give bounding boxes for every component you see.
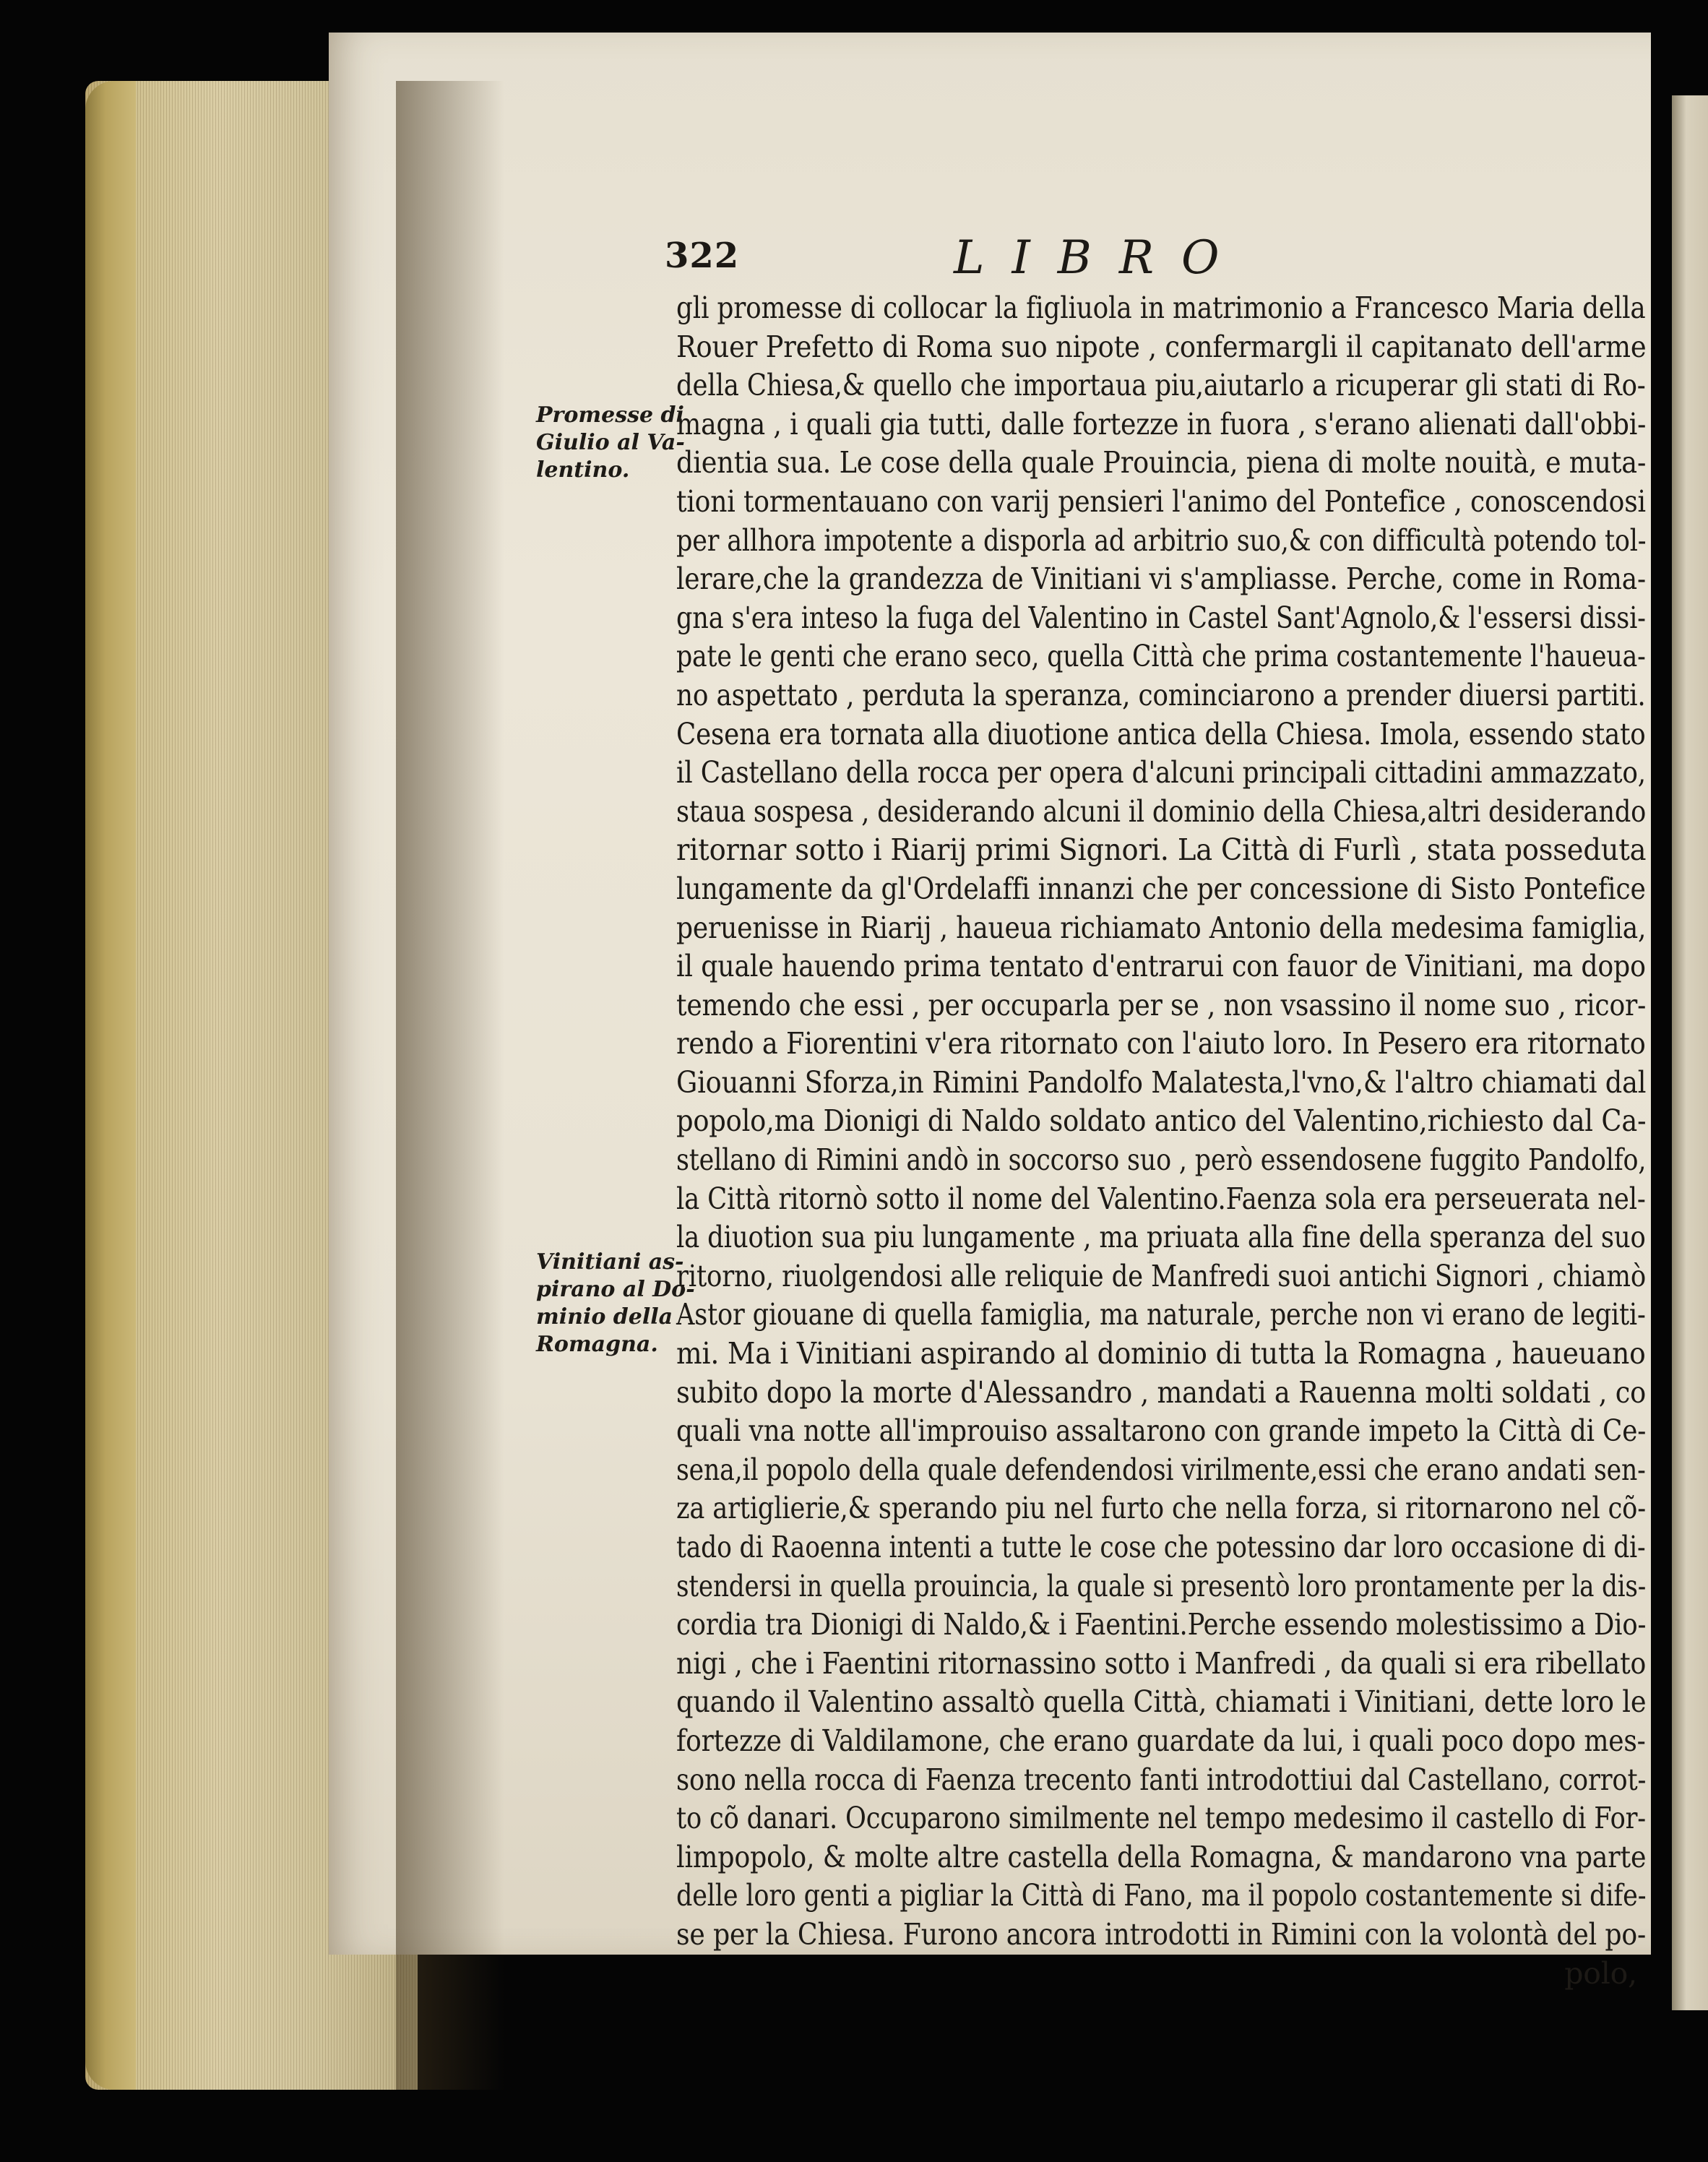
text-line: cordia tra Dionigi di Naldo,& i Faentini.Perche essendo molestissimo a Dio-: [676, 1607, 1647, 1642]
marginal-note-vinitiani: [536, 1249, 695, 1358]
text-line: tado di Raoenna intenti a tutte le cose che potessino dar loro occasione di di-: [676, 1530, 1646, 1564]
marginal-note-line: minio della: [536, 1304, 673, 1330]
body-text: [676, 289, 1653, 1993]
vellum-cover-edge: [85, 81, 136, 2090]
text-line: quali vna notte all'improuiso assaltarono con grande impeto la Città di Ce-: [676, 1413, 1647, 1449]
text-line: pate le genti che erano seco, quella Città che prima costantemente l'haueua-: [676, 639, 1646, 674]
marginal-note-line: pirano al Do-: [536, 1277, 695, 1302]
text-line: no aspettato , perduta la speranza, cominciarono a prender diuersi partiti.: [676, 677, 1646, 712]
text-line: lerare,che la grandezza de Vinitiani vi s'ampliasse. Perche, come in Roma-: [676, 561, 1646, 597]
marginal-note-line: Romagna.: [536, 1332, 658, 1357]
facing-page-edge: [1672, 95, 1708, 2010]
text-line: sono nella rocca di Faenza trecento fanti introdottiui dal Castellano, corrot-: [676, 1762, 1647, 1797]
marginal-note-line: Giulio al Va-: [536, 430, 685, 455]
page-number: 322: [665, 236, 740, 276]
text-line: lungamente da gl'Ordelaffi innanzi che per concessione di Sisto Pontefice: [676, 871, 1646, 906]
catchword: polo,: [1564, 1955, 1637, 1991]
text-line: Rouer Prefetto di Roma suo nipote , confermargli il capitanato dell'arme: [676, 329, 1647, 364]
text-line: quando il Valentino assaltò quella Città, chiamati i Vinitiani, dette loro le: [676, 1684, 1647, 1720]
text-line: per allhora impotente a disporla ad arbitrio suo,& con difficultà potendo tol-: [676, 522, 1647, 558]
text-line: za artiglierie,& sperando piu nel furto che nella forza, si ritornarono nel cõ-: [676, 1491, 1646, 1526]
text-line: magna , i quali gia tutti, dalle fortezze in fuora , s'erano alienati dall'obbi-: [676, 406, 1647, 442]
text-line: ritorno, riuolgendosi alle reliquie de Manfredi suoi antichi Signori , chiamò: [676, 1258, 1647, 1293]
text-line: il Castellano della rocca per opera d'alcuni principali cittadini ammazzato,: [676, 755, 1647, 791]
text-line: delle loro genti a pigliar la Città di Fano, ma il popolo costantemente si dife-: [676, 1878, 1647, 1913]
text-line: limpopolo, & molte altre castella della Romagna, & mandarono vna parte: [676, 1839, 1647, 1874]
text-line: gli promesse di collocar la figliuola in matrimonio a Francesco Maria della: [676, 290, 1646, 325]
text-line: il quale hauendo prima tentato d'entrarui con fauor de Vinitiani, ma dopo: [676, 949, 1646, 984]
text-line: rendo a Fiorentini v'era ritornato con l'aiuto loro. In Pesero era ritornato: [676, 1026, 1646, 1061]
text-line: stellano di Rimini andò in soccorso suo , però essendosene fuggito Pandolfo,: [676, 1142, 1647, 1178]
text-line: subito dopo la morte d'Alessandro , mandati a Rauenna molti soldati , co: [676, 1374, 1647, 1410]
text-line: peruenisse in Riarij , haueua richiamato Antonio della medesima famiglia,: [676, 910, 1647, 945]
marginal-note-promesse: [536, 402, 685, 484]
text-line: mi. Ma i Vinitiani aspirando al dominio di tutta la Romagna , haueuano: [676, 1336, 1646, 1371]
running-title: LIBRO: [954, 231, 1247, 285]
text-line: staua sospesa , desiderando alcuni il dominio della Chiesa,altri desiderando: [676, 793, 1647, 829]
text-line: se per la Chiesa. Furono ancora introdotti in Rimini con la volontà del po-: [676, 1916, 1647, 1952]
text-line: fortezze di Valdilamone, che erano guardate da lui, i quali poco dopo mes-: [676, 1723, 1646, 1758]
text-line: sena,il popolo della quale defendendosi virilmente,essi che erano andati sen-: [676, 1452, 1646, 1487]
text-line: la Città ritornò sotto il nome del Valentino.Faenza sola era perseuerata nel-: [676, 1181, 1646, 1216]
text-line: la diuotion sua piu lungamente , ma priuata alla fine della speranza del suo: [676, 1220, 1646, 1255]
text-line: temendo che essi , per occuparla per se , non vsassino il nome suo , ricor-: [676, 987, 1647, 1022]
gutter-shadow: [396, 81, 504, 2090]
marginal-note-line: Promesse di: [536, 402, 684, 428]
text-line: Giouanni Sforza,in Rimini Pandolfo Malatesta,l'vno,& l'altro chiamati dal: [676, 1064, 1647, 1100]
text-line: della Chiesa,& quello che importaua piu,aiutarlo a ricuperar gli stati di Ro-: [676, 368, 1646, 403]
page-header: [665, 231, 1387, 283]
text-line: ritornar sotto i Riarij primi Signori. La Città di Furlì , stata posseduta: [676, 832, 1647, 868]
text-line: nigi , che i Faentini ritornassino sotto i Manfredi , da quali si era ribellato: [676, 1645, 1647, 1681]
text-line: tioni tormentauano con varij pensieri l'animo del Pontefice , conoscendosi: [676, 483, 1646, 519]
marginal-note-line: lentino.: [536, 457, 630, 483]
marginal-note-line: Vinitiani as-: [536, 1249, 684, 1275]
text-line: gna s'era inteso la fuga del Valentino in Castel Sant'Agnolo,& l'essersi dissi-: [676, 600, 1646, 635]
text-line: popolo,ma Dionigi di Naldo soldato antico del Valentino,richiesto dal Ca-: [676, 1103, 1647, 1139]
text-line: to cõ danari. Occuparono similmente nel tempo medesimo il castello di For-: [676, 1801, 1647, 1836]
text-line: stendersi in quella prouincia, la quale si presentò loro prontamente per la dis-: [676, 1568, 1647, 1603]
text-line: dientia sua. Le cose della quale Prouincia, piena di molte nouità, e muta-: [676, 445, 1647, 481]
text-line: Astor giouane di quella famiglia, ma naturale, perche non vi erano de legiti-: [676, 1297, 1646, 1332]
text-line: Cesena era tornata alla diuotione antica della Chiesa. Imola, essendo stato: [676, 716, 1646, 751]
